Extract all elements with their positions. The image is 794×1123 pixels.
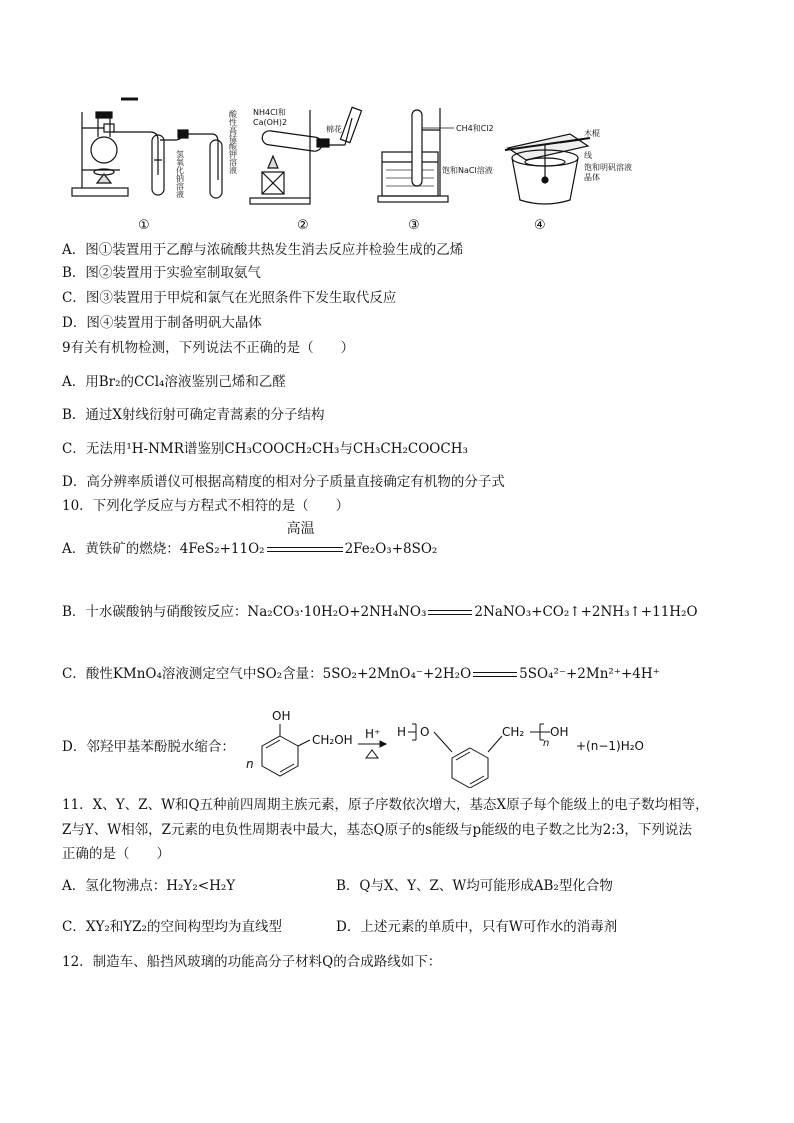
figure-4-label: ④ [534,218,546,233]
q8-option-c: C．图③装置用于甲烷和氯气在光照条件下发生取代反应 [62,290,397,306]
q10-option-b [62,603,698,621]
q11-option-d: D．上述元素的单质中，只有W可作水的消毒剂 [336,919,618,935]
q9-option-a: A．用Br₂的CCl₄溶液鉴别己烯和乙醛 [62,374,286,390]
q11-option-a: A．氢化物沸点：H₂Y₂<H₂Y [62,878,236,894]
figure-3-apparatus [378,108,454,202]
q9-option-b: B．通过X射线衍射可确定青蒿素的分子结构 [62,407,325,423]
reactant-benzene-ring [262,736,298,776]
q10-a-equals-sign [267,546,343,554]
product-water: +(n−1)H₂O [576,739,644,753]
q10-c-reactants: C．酸性KMnO₄溶液测定空气中SO₂含量：5SO₂+2MnO₄⁻+2H₂O [62,666,472,682]
q10-b-reactants: B．十水碳酸钠与硝酸铵反应：Na₂CO₃·10H₂O+2NH₄NO₃ [62,604,427,620]
q11-stem-line3: 正确的是（ ） [62,846,170,862]
product-n: n [543,738,550,749]
fig4-thread-label: 线 [584,151,592,160]
q9-option-d: D．高分辨率质谱仪可根据高精度的相对分子质量直接确定有机物的分子式 [62,474,505,490]
q12-stem: 12．制造车、船挡风玻璃的功能高分子材料Q的合成路线如下： [62,954,442,970]
figure-1-apparatus [72,99,222,198]
product-benzene-ring [452,748,488,788]
q8-option-b: B．图②装置用于实验室制取氨气 [62,265,261,281]
fig2-reagent-line1: NH4Cl和 [253,108,286,117]
q10-b-equals-sign [428,609,472,617]
figure-4-apparatus [505,134,590,204]
q11-option-c: C．XY₂和YZ₂的空间构型均为直线型 [62,919,282,935]
fig4-solution-line2: 晶体 [584,173,600,182]
catalyst-triangle [366,750,378,758]
q10-stem: 10．下列化学反应与方程式不相符的是（ ） [62,498,350,514]
figure-3-label: ③ [408,218,420,233]
q11-stem-line1: 11．X、Y、Z、W和Q五种前四周期主族元素，原子序数依次增大，基态X原子每个能级上的电子数均相等， [62,797,709,813]
fig1-tube1-label: 氢氧化钠溶液 [175,150,185,198]
q8-option-a: A．图①装置用于乙醇与浓硫酸共热发生消去反应并检验生成的乙烯 [62,242,464,258]
q10-option-d [62,738,235,756]
apparatus-figures [0,0,794,240]
fig4-stick-label: 木棍 [584,129,600,138]
q10-c-products: 5SO₄²⁻+2Mn²⁺+4H⁺ [519,666,660,682]
product-oh: OH [550,725,569,739]
product-h: H [397,725,407,739]
q9-option-c: C．无法用¹H-NMR谱鉴别CH₃COOCH₂CH₃与CH₃CH₂COOCH₃ [62,441,468,457]
catalyst-h-plus: H⁺ [365,727,381,741]
q10-d-label: D．邻羟甲基苯酚脱水缩合： [62,739,235,755]
q11-option-b: B．Q与X、Y、Z、W均可能形成AB₂型化合物 [336,878,613,894]
q10-a-reactants: A．黄铁矿的燃烧：4FeS₂+11O₂ [62,541,265,557]
figure-2-label: ② [297,218,309,233]
fig1-tube2-label: 酸性高锰酸钾溶液 [228,110,238,174]
fig3-solution-label: 饱和NaCl溶液 [442,166,493,175]
q10-option-c [62,665,660,683]
reactant-ch2oh: CH₂OH [312,733,353,747]
q10-a-products: 2Fe₂O₃+8SO₂ [344,541,438,557]
q8-option-d: D．图④装置用于制备明矾大晶体 [62,315,262,331]
q10-d-reaction-structures [240,708,794,788]
fig4-solution-line1: 饱和明矾溶液 [584,163,632,172]
fig2-cotton-label: 棉花 [326,125,342,134]
product-o: O [420,725,430,739]
q9-stem: 9有关有机物检测，下列说法不正确的是（ ） [62,340,355,356]
reactant-oh: OH [272,709,291,723]
fig3-gas-label: CH4和Cl2 [456,124,494,133]
q11-stem-line2: Z与Y、W相邻，Z元素的电负性周期表中最大，基态Q原子的s能级与p能级的电子数之比为2:3，下列说法 [62,822,692,838]
product-ch2: CH₂ [502,725,525,739]
figure-1-label: ① [138,218,150,233]
q10-option-a [62,521,438,558]
q10-c-equals-sign [473,671,517,679]
reactant-n: n [246,757,254,771]
fig2-reagent-line2: Ca(OH)2 [253,118,288,127]
q10-a-condition: 高温 [286,521,315,537]
q10-b-products: 2NaNO₃+CO₂↑+2NH₃↑+11H₂O [474,604,698,620]
